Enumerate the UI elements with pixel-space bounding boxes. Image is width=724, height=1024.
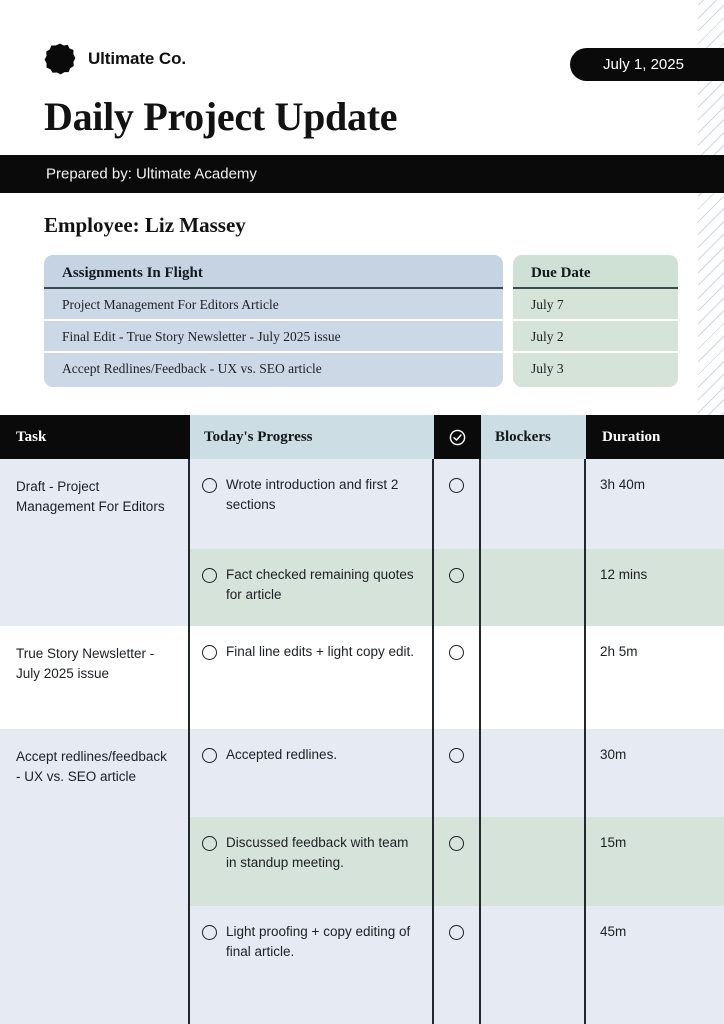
duration-cell: 3h 40m [586,459,724,549]
column-header-task: Task [0,415,190,459]
task-progress-row [190,549,724,626]
completion-radio-icon[interactable] [449,568,464,583]
duration-cell: 30m [586,729,724,817]
assignment-due-date: July 3 [513,353,678,387]
blockers-cell [481,906,586,1024]
progress-radio-icon[interactable] [202,836,217,851]
completion-radio-icon[interactable] [449,836,464,851]
completion-radio-icon[interactable] [449,925,464,940]
progress-text: Wrote introduction and first 2 sections [226,477,399,512]
blockers-cell [481,817,586,906]
progress-cell [190,729,434,817]
task-table-body [0,459,724,1024]
assignment-row: Accept Redlines/Feedback - UX vs. SEO article [44,353,503,387]
assignments-main-column [44,255,503,387]
assignments-due-rows [513,289,678,387]
task-name-column [0,459,190,1024]
progress-radio-icon[interactable] [202,568,217,583]
blockers-cell [481,549,586,626]
progress-cell [190,626,434,729]
date-badge: July 1, 2025 [570,48,724,81]
column-header-blockers: Blockers [481,415,586,459]
column-header-duration: Duration [586,415,724,459]
page-title: Daily Project Update [44,94,398,139]
due-date-header: Due Date [513,255,678,289]
progress-radio-icon[interactable] [202,478,217,493]
scalloped-circle-logo-icon [44,43,76,75]
completion-check-cell [434,459,481,549]
assignments-main-rows [44,289,503,387]
completion-check-cell [434,906,481,1024]
column-header-check [434,415,481,459]
brand-row [44,43,186,75]
assignments-table [44,255,678,387]
assignment-due-date: July 7 [513,289,678,321]
task-table-header-row [0,415,724,459]
assignments-due-column [513,255,678,387]
duration-cell: 15m [586,817,724,906]
task-progress-row [190,729,724,817]
progress-radio-icon[interactable] [202,645,217,660]
completion-radio-icon[interactable] [449,478,464,493]
duration-cell: 2h 5m [586,626,724,729]
assignment-due-date: July 2 [513,321,678,353]
progress-text: Final line edits + light copy edit. [226,644,414,659]
progress-cell [190,906,434,1024]
task-name-cell: Accept redlines/feedback - UX vs. SEO article [0,729,188,1024]
completion-check-cell [434,817,481,906]
assignment-row: Project Management For Editors Article [44,289,503,321]
task-progress-row [190,906,724,1024]
blockers-cell [481,459,586,549]
prepared-by-band [0,155,724,193]
progress-radio-icon[interactable] [202,748,217,763]
check-circle-icon [449,429,466,446]
progress-cell [190,549,434,626]
employee-name: Employee: Liz Massey [44,213,246,237]
task-name-cell: Draft - Project Management For Editors [0,459,188,626]
progress-text: Discussed feedback with team in standup meeting. [226,835,409,870]
progress-cell [190,459,434,549]
progress-text: Light proofing + copy editing of final article. [226,924,411,959]
completion-radio-icon[interactable] [449,645,464,660]
task-progress-row [190,459,724,549]
duration-cell: 12 mins [586,549,724,626]
duration-cell: 45m [586,906,724,1024]
brand-name: Ultimate Co. [88,49,186,68]
completion-check-cell [434,549,481,626]
task-name-cell: True Story Newsletter - July 2025 issue [0,626,188,729]
completion-check-cell [434,729,481,817]
assignment-row: Final Edit - True Story Newsletter - July 2025 issue [44,321,503,353]
column-header-progress: Today's Progress [190,415,434,459]
task-progress-row [190,626,724,729]
assignments-header: Assignments In Flight [44,255,503,289]
progress-text: Accepted redlines. [226,747,338,762]
prepared-by-text: Prepared by: Ultimate Academy [46,165,257,183]
progress-cell [190,817,434,906]
completion-radio-icon[interactable] [449,748,464,763]
task-progress-table [0,415,724,1024]
task-progress-row [190,817,724,906]
progress-radio-icon[interactable] [202,925,217,940]
blockers-cell [481,626,586,729]
progress-text: Fact checked remaining quotes for article [226,567,414,602]
blockers-cell [481,729,586,817]
completion-check-cell [434,626,481,729]
task-detail-columns [190,459,724,1024]
